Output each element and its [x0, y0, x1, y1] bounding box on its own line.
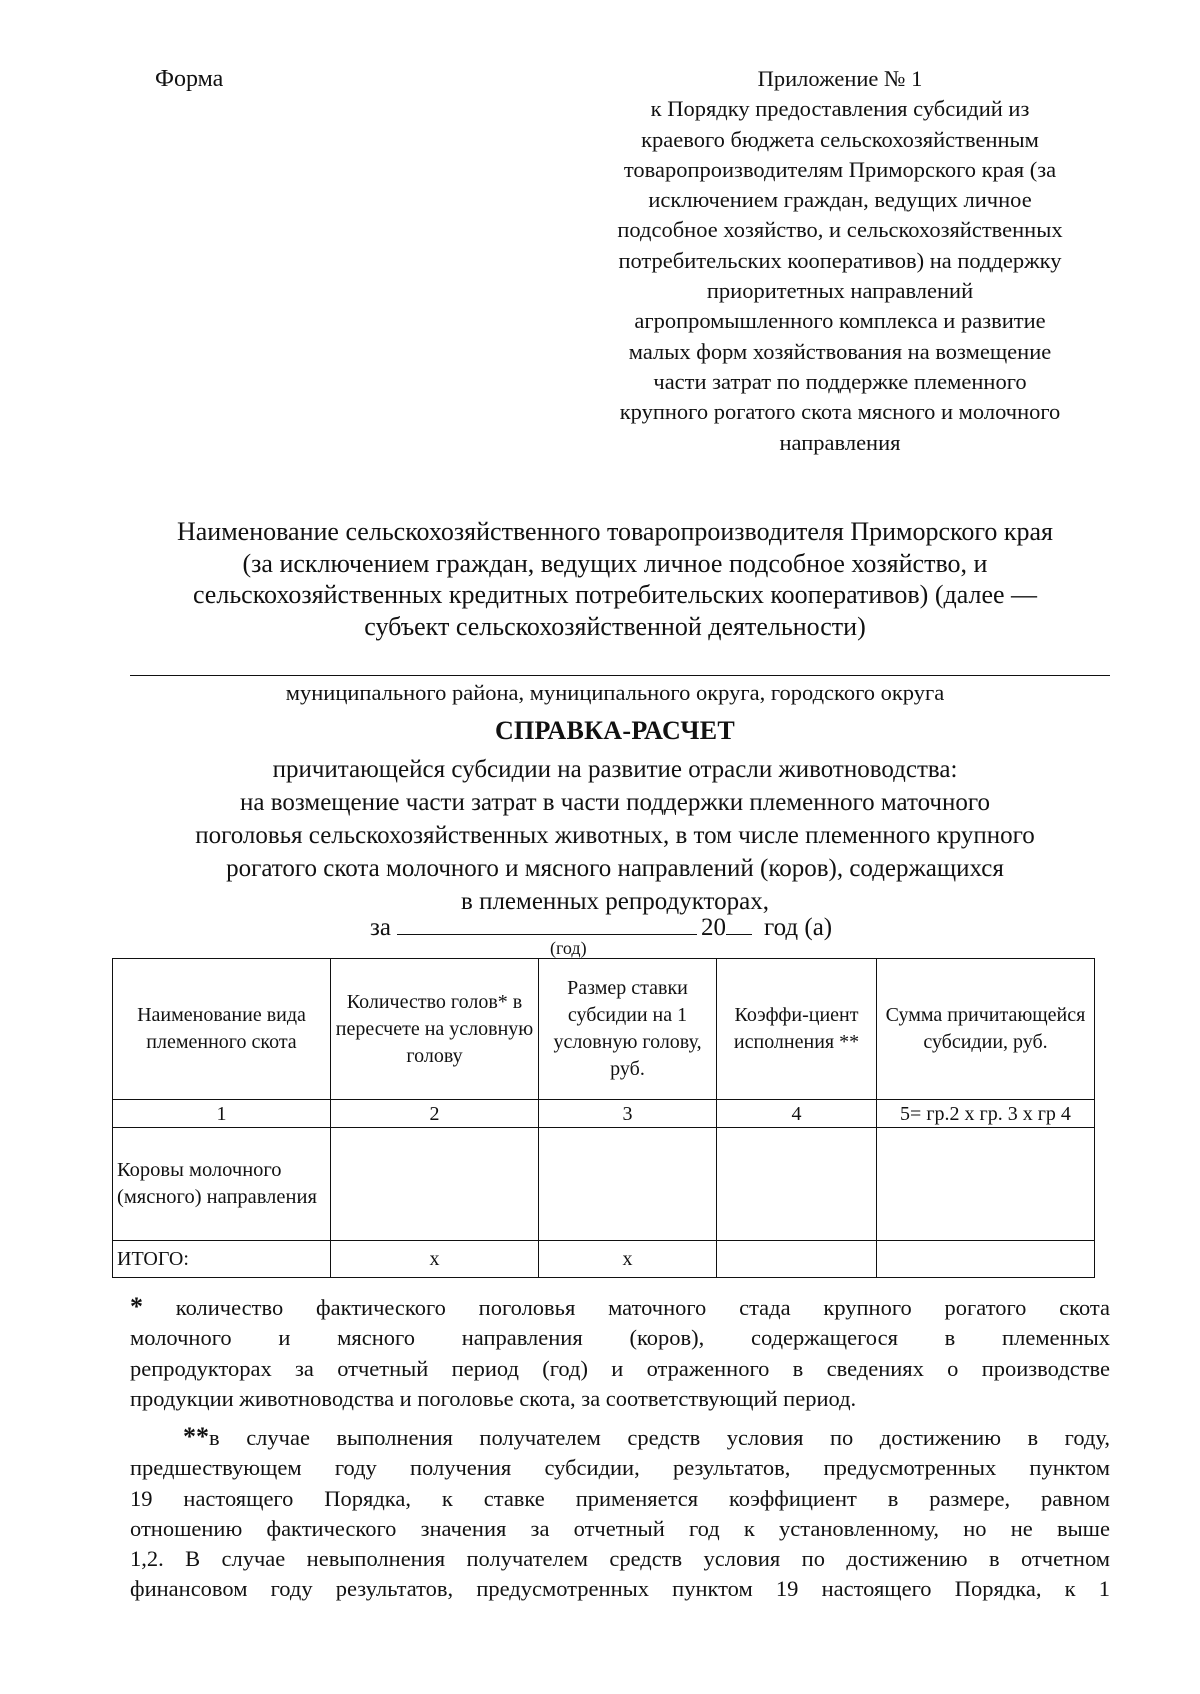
- column-number: 2: [331, 1100, 539, 1128]
- total-label: ИТОГО:: [113, 1241, 331, 1278]
- table-row: [113, 1128, 1095, 1241]
- heads-count-cell[interactable]: [331, 1128, 539, 1241]
- period-prefix: за: [370, 914, 391, 941]
- period-hint: (год): [550, 938, 587, 958]
- footnote-line: 1,2. В случае невыполнения получателем средств условия по достижению в отчетном: [130, 1546, 1110, 1572]
- appendix-line: части затрат по поддержке племенного: [653, 368, 1027, 394]
- total-sum-cell[interactable]: [877, 1241, 1095, 1278]
- column-number: 4: [717, 1100, 877, 1128]
- table-total-row: [113, 1241, 1095, 1278]
- document-subtitle: [120, 753, 1110, 918]
- total-heads-cell: х: [331, 1241, 539, 1278]
- subtitle-line: в племенных репродукторах,: [461, 888, 769, 915]
- header-cell: Количество голов* в пересчете на условную голову: [331, 959, 539, 1100]
- coefficient-cell[interactable]: [717, 1128, 877, 1241]
- appendix-line: исключением граждан, ведущих личное: [648, 187, 1032, 213]
- column-number: 3: [539, 1100, 717, 1128]
- appendix-line: приоритетных направлений: [706, 278, 974, 304]
- footnote-line: репродукторах за отчетный период (год) и отраженного в сведениях о производстве: [130, 1355, 1110, 1381]
- year-blank-field[interactable]: [726, 912, 752, 935]
- total-rate-cell: х: [539, 1241, 717, 1278]
- footnote-1: [130, 1292, 1110, 1414]
- appendix-line: агропромышленного комплекса и развитие: [634, 308, 1046, 334]
- header-cell: Размер ставки субсидии на 1 условную голову, руб.: [539, 959, 717, 1100]
- column-number: 1: [113, 1100, 331, 1128]
- appendix-line: краевого бюджета сельскохозяйственным: [641, 126, 1039, 152]
- rate-cell[interactable]: [539, 1128, 717, 1241]
- form-label: Форма: [155, 66, 224, 92]
- subtitle-line: причитающейся субсидии на развитие отрасли животноводства:: [272, 756, 958, 783]
- subtitle-line: рогатого скота молочного и мясного направлений (коров), содержащихся: [226, 855, 1004, 882]
- appendix-line: Приложение № 1: [757, 66, 923, 91]
- period-blank-field[interactable]: [397, 912, 697, 935]
- column-number: 5= гр.2 х гр. 3 х гр 4: [877, 1100, 1095, 1128]
- header-cell: Коэффи-циент исполнения **: [717, 959, 877, 1100]
- appendix-line: направления: [779, 429, 901, 455]
- appendix-line: крупного рогатого скота мясного и молочного: [619, 399, 1061, 425]
- footnote-line: * количество фактического поголовья маточного стада крупного рогатого скота: [130, 1292, 1111, 1321]
- subsidy-sum-cell[interactable]: [877, 1128, 1095, 1241]
- subject-description: [120, 516, 1110, 642]
- appendix-line: подсобное хозяйство, и сельскохозяйственных: [617, 217, 1063, 243]
- subject-name-fill-line[interactable]: [130, 675, 1110, 676]
- calculation-table: [112, 958, 1095, 1278]
- subtitle-line: поголовья сельскохозяйственных животных, в том числе племенного крупного: [195, 822, 1035, 849]
- period-suffix: год (а): [763, 914, 833, 941]
- header-cell: Наименование вида племенного скота: [113, 959, 331, 1100]
- column-number-row: [113, 1100, 1095, 1128]
- footnote-2: [130, 1422, 1110, 1605]
- municipality-label: муниципального района, муниципального округа, городского округа: [285, 680, 945, 705]
- document-title: СПРАВКА-РАСЧЕТ: [494, 716, 736, 745]
- subject-line-text: сельскохозяйственных кредитных потребительских кооперативов) (далее —: [192, 580, 1038, 609]
- appendix-line: малых форм хозяйствования на возмещение: [628, 338, 1052, 364]
- total-coefficient-cell[interactable]: [717, 1241, 877, 1278]
- header-cell: Сумма причитающейся субсидии, руб.: [877, 959, 1095, 1100]
- footnote-line: отношению фактического значения за отчетный год к установленному, но не выше: [130, 1515, 1110, 1541]
- subject-line-text: субъект сельскохозяйственной деятельности): [364, 611, 866, 641]
- footnote-line: 19 настоящего Порядка, к ставке применяется коэффициент в размере, равном: [130, 1485, 1110, 1511]
- footnote-line: **в случае выполнения получателем средств условия по достижению в году,: [183, 1422, 1111, 1451]
- appendix-line: товаропроизводителям Приморского края (за: [623, 156, 1057, 182]
- appendix-block: [570, 64, 1110, 458]
- appendix-line: потребительских кооперативов) на поддержку: [618, 247, 1062, 273]
- appendix-line: к Порядку предоставления субсидий из: [650, 96, 1030, 122]
- footnote-marker: *: [130, 1292, 143, 1321]
- footnote-line: молочного и мясного направления (коров), содержащегося в племенных: [130, 1325, 1110, 1351]
- footnote-line: финансовом году результатов, предусмотренных пунктом 19 настоящего Порядка, к 1: [130, 1576, 1110, 1602]
- row-name: Коровы молочного (мясного) направления: [113, 1128, 331, 1241]
- period-line: [370, 912, 832, 942]
- footnote-line: предшествующем году получения субсидии, результатов, предусмотренных пунктом: [130, 1455, 1110, 1481]
- footnote-line: продукции животноводства и поголовье скота, за соответствующий период.: [130, 1385, 857, 1411]
- table-header-row: [113, 959, 1095, 1100]
- subtitle-line: на возмещение части затрат в части поддержки племенного маточного: [240, 789, 990, 816]
- footnote-marker: **: [183, 1422, 210, 1451]
- period-year-prefix: 20: [700, 914, 726, 941]
- subject-line-text: (за исключением граждан, ведущих личное подсобное хозяйство, и: [242, 548, 988, 578]
- subject-line-text: Наименование сельскохозяйственного товаропроизводителя Приморского края: [176, 517, 1054, 546]
